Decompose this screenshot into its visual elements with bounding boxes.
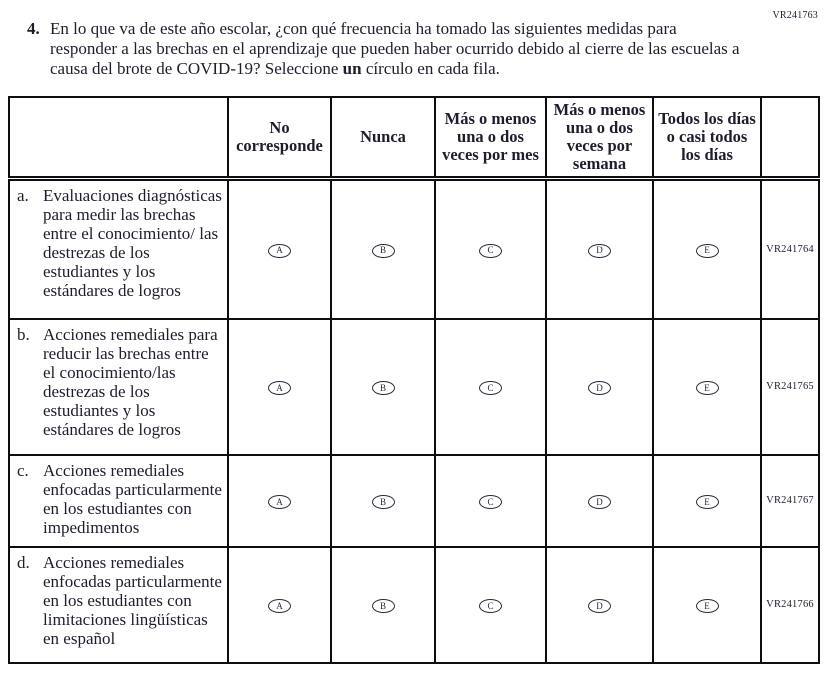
row-b-cell-veces-por-semana xyxy=(546,319,653,455)
option-bubble-c[interactable]: C xyxy=(479,495,502,509)
row-c-cell-veces-por-mes xyxy=(435,455,546,547)
option-bubble-a[interactable]: A xyxy=(268,244,291,258)
question-number: 4. xyxy=(27,19,40,38)
row-c-cell-nunca xyxy=(331,455,435,547)
row-b-text: Acciones remediales para reducir las brechas entre el conocimiento/las destrezas de los estudiantes y los estándares de logros xyxy=(43,324,218,439)
frequency-response-table xyxy=(8,96,820,664)
row-c-cell-todos-los-dias xyxy=(653,455,761,547)
option-bubble-b[interactable]: B xyxy=(372,495,395,509)
row-a-cell-veces-por-semana xyxy=(546,179,653,319)
table-row-c xyxy=(9,455,819,547)
row-d-letter: d. xyxy=(17,552,30,572)
row-d-text: Acciones remediales enfocadas particularmente en los estudiantes con limitaciones lingüísticas en español xyxy=(43,552,222,648)
table-row-a xyxy=(9,179,819,319)
row-b-cell-veces-por-mes xyxy=(435,319,546,455)
row-a-letter: a. xyxy=(17,186,29,205)
col-header-todos-los-dias: Todos los días o casi todos los días xyxy=(653,97,761,179)
col-header-nunca: Nunca xyxy=(331,97,435,179)
col-header-code xyxy=(761,97,819,179)
col-header-item xyxy=(9,97,228,179)
row-a-item xyxy=(9,179,228,319)
option-bubble-e[interactable]: E xyxy=(696,244,719,258)
option-bubble-d[interactable]: D xyxy=(588,599,611,613)
row-c-cell-no-corresponde xyxy=(228,455,331,547)
row-d-cell-veces-por-semana xyxy=(546,547,653,663)
row-a-cell-veces-por-mes xyxy=(435,179,546,319)
form-code-top: VR241763 xyxy=(772,10,818,21)
row-b-cell-todos-los-dias xyxy=(653,319,761,455)
row-d-cell-no-corresponde xyxy=(228,547,331,663)
option-bubble-d[interactable]: D xyxy=(588,381,611,395)
option-bubble-e[interactable]: E xyxy=(696,599,719,613)
option-bubble-b[interactable]: B xyxy=(372,599,395,613)
col-header-veces-por-semana: Más o menos una o dos veces por semana xyxy=(546,97,653,179)
row-c-code: VR241767 xyxy=(761,455,819,547)
option-bubble-b[interactable]: B xyxy=(372,381,395,395)
row-d-cell-todos-los-dias xyxy=(653,547,761,663)
row-c-letter: c. xyxy=(17,460,29,480)
option-bubble-c[interactable]: C xyxy=(479,599,502,613)
question-block xyxy=(0,0,826,79)
row-a-cell-todos-los-dias xyxy=(653,179,761,319)
option-bubble-a[interactable]: A xyxy=(268,381,291,395)
row-c-item xyxy=(9,455,228,547)
option-bubble-e[interactable]: E xyxy=(696,495,719,509)
row-b-cell-nunca xyxy=(331,319,435,455)
option-bubble-a[interactable]: A xyxy=(268,599,291,613)
row-a-code: VR241764 xyxy=(761,179,819,319)
row-d-cell-veces-por-mes xyxy=(435,547,546,663)
row-d-code: VR241766 xyxy=(761,547,819,663)
row-d-item xyxy=(9,547,228,663)
row-c-text: Acciones remediales enfocadas particularmente en los estudiantes con impedimentos xyxy=(43,460,222,537)
option-bubble-a[interactable]: A xyxy=(268,495,291,509)
col-header-veces-por-mes: Más o menos una o dos veces por mes xyxy=(435,97,546,179)
table-header-row xyxy=(9,97,819,179)
row-b-item xyxy=(9,319,228,455)
option-bubble-d[interactable]: D xyxy=(588,244,611,258)
table-row-b xyxy=(9,319,819,455)
question-text-bold: un xyxy=(342,59,362,78)
option-bubble-b[interactable]: B xyxy=(372,244,395,258)
option-bubble-c[interactable]: C xyxy=(479,381,502,395)
option-bubble-d[interactable]: D xyxy=(588,495,611,509)
row-d-cell-nunca xyxy=(331,547,435,663)
question-text-part2: círculo en cada fila. xyxy=(361,59,500,78)
option-bubble-c[interactable]: C xyxy=(479,244,502,258)
row-a-cell-nunca xyxy=(331,179,435,319)
row-b-letter: b. xyxy=(17,324,30,344)
row-a-cell-no-corresponde xyxy=(228,179,331,319)
question-text-part1: En lo que va de este año escolar, ¿con qué frecuencia ha tomado las siguientes medidas para responder a las brechas en el aprendizaje que pueden haber ocurrido debido al cierre de las escuelas a causa del brote de COVID-19? Seleccione xyxy=(50,19,740,78)
option-bubble-e[interactable]: E xyxy=(696,381,719,395)
row-a-text: Evaluaciones diagnósticas para medir las brechas entre el conocimiento/ las destrezas de los estudiantes y los estándares de logros xyxy=(43,186,222,300)
col-header-no-corresponde: No corresponde xyxy=(228,97,331,179)
table-row-d xyxy=(9,547,819,663)
row-b-cell-no-corresponde xyxy=(228,319,331,455)
row-c-cell-veces-por-semana xyxy=(546,455,653,547)
row-b-code: VR241765 xyxy=(761,319,819,455)
question-text xyxy=(50,19,742,79)
